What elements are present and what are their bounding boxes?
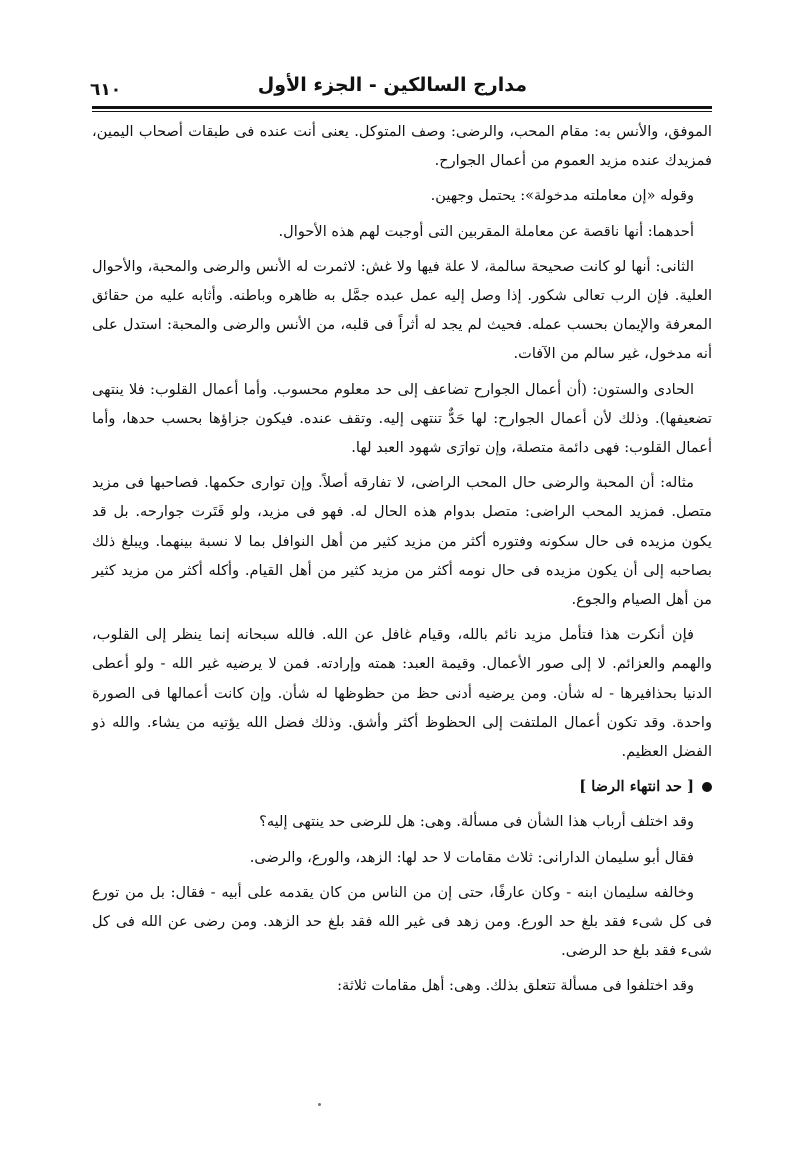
page-number: ٦١٠ (90, 80, 122, 100)
paragraph: الثانى: أنها لو كانت صحيحة سالمة، لا علة فيها ولا غش: لاثمرت له الأنس والرضى والمحبة، والأحوال العلية. فإن الرب تعالى شكور. إذا وصل إليه عمل عبده جمَّل به ظاهره وباطنه. وأثابه عليه من حقائق المعرفة والإيمان بحسب عمله. فحيث لم يجد له أثراً فى قلبه، من الأنس والرضى والمحبة: استدل على أنه مدخول، غير سالم من الآفات. (92, 257, 712, 363)
paragraph: الحادى والستون: (أن أعمال الجوارح تضاعف إلى حد معلوم محسوب. وأما أعمال القلوب: فلا ينتهى تضعيفها). وذلك لأن أعمال الجوارح: لها حَدٌّ تنتهى إليه. وتقف عنده. فيكون جزاؤها بحسب حدها، وأما أعمال القلوب: فهى دائمة متصلة، وإن توارَى شهود العبد لها. (92, 380, 712, 457)
paragraph: فقال أبو سليمان الدارانى: ثلاث مقامات لا حد لها: الزهد، والورع، والرضى. (249, 848, 694, 866)
running-header (92, 70, 712, 104)
paragraph: أحدهما: أنها ناقصة عن معاملة المقربين التى أوجبت لهم هذه الأحوال. (278, 222, 694, 240)
header-rule-thick (92, 106, 712, 109)
book-title: مدارج السالكين - الجزء الأول (257, 74, 527, 96)
bullet-icon (702, 782, 712, 792)
header-rule-thin (92, 111, 712, 112)
paragraph: وقوله «إن معاملته مدخولة»: يحتمل وجهين. (430, 187, 694, 205)
paragraph: وخالفه سليمان ابنه - وكان عارفًا، حتى إن من الناس من كان يقدمه على أبيه - فقال: بل من تورع فى كل شىء فقد بلغ حد الورع. ومن زهد فى غير الله فقد بلغ حد الزهد. ومن رضى عن الله فى كل شىء فقد بلغ حد الرضى. (92, 883, 712, 960)
section-heading (92, 772, 712, 801)
paragraph: وقد اختلفوا فى مسألة تتعلق بذلك. وهى: أهل مقامات ثلاثة: (337, 977, 694, 995)
paragraph: وقد اختلف أرباب هذا الشأن فى مسألة. وهى: هل للرضى حد ينتهى إليه؟ (259, 813, 694, 831)
paragraph: فإن أنكرت هذا فتأمل مزيد نائم بالله، وقيام غافل عن الله. فالله سبحانه إنما ينظر إلى القلوب، والهمم والعزائم. لا إلى صور الأعمال. وقيمة العبد: همته وإرادته. فمن لا يرضيه غير الله - ولو أعطى الدنيا بحذافيرها - له شأن. ومن يرضيه أدنى حظ من حظوظها له شأن. وإن كانت أعمالها فى الصورة واحدة. وقد تكون أعمال الملتفت إلى الحظوظ أكثر وأشق. وذلك فضل الله يؤتيه من يشاء. والله ذو الفضل العظيم. (92, 626, 712, 761)
body-text (92, 117, 712, 1007)
footer-mark (318, 1103, 321, 1106)
paragraph: مثاله: أن المحبة والرضى حال المحب الراضى، لا تفارقه أصلاً. وإن توارى حكمها. فصاحبها فى مزيد متصل. فمزيد المحب الراضى: متصل بدوام هذه الحال له. فهو فى مزيد، ولو فَتَرت جوارحه. بل قد يكون مزيده فى حال سكونه وفتوره أكثر من مزيد كثير من أهل النوافل بما لا نسبة بينهما. ويبلغ ذلك بصاحبه إلى أن يكون مزيده فى حال نومه أكثر من مزيد كثير من أهل القيام. وأكله أكثر من مزيد كثير من أهل الصيام والجوع. (92, 474, 712, 609)
paragraph: الموفق، والأنس به: مقام المحب، والرضى: وصف المتوكل. يعنى أنت عنده فى طبقات أصحاب اليمين، فمزيدك عنده مزيد العموم من أعمال الجوارح. (92, 123, 712, 170)
section-heading-text: [ حد انتهاء الرضا ] (579, 778, 694, 796)
